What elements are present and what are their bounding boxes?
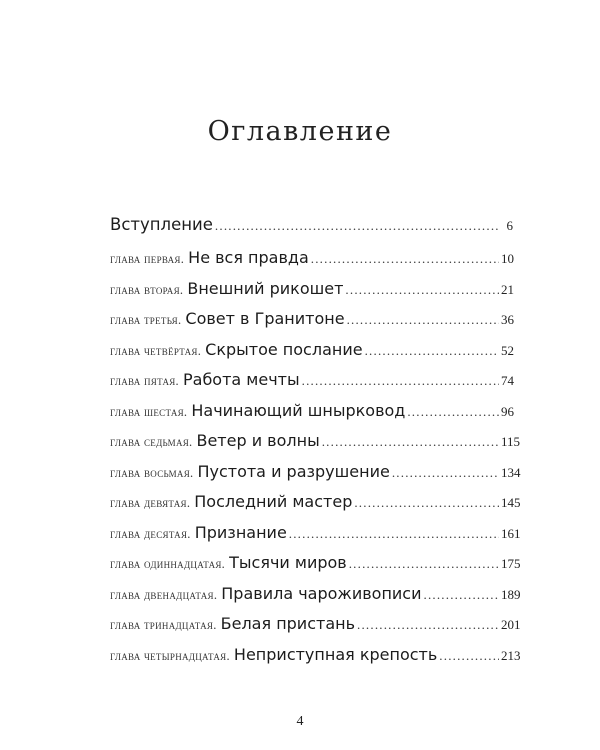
toc-entry-chapter-14[interactable] (110, 644, 521, 676)
dot-leader (215, 218, 499, 234)
chapter-label: глава четвёртая. (110, 343, 202, 358)
toc-entry-page: 189 (501, 586, 521, 602)
toc-entry-title: Вступление (110, 215, 213, 234)
toc-entry-chapter-1[interactable] (110, 248, 513, 279)
toc-entry-page: 145 (501, 495, 521, 510)
dot-leader (345, 282, 499, 298)
toc-entry-title: Последний мастер (194, 492, 353, 511)
chapter-label: глава седьмая. (110, 435, 193, 449)
toc-entry-chapter-7[interactable] (110, 431, 521, 462)
toc-entry-title: Внешний рикошет (187, 278, 344, 298)
toc-entry-chapter-2[interactable] (110, 279, 513, 310)
dot-leader (347, 312, 499, 328)
chapter-label: глава четырнадцатая. (110, 648, 230, 663)
dot-leader (424, 587, 500, 603)
toc-entry-title: Скрытое послание (205, 339, 363, 359)
dot-leader (407, 404, 499, 420)
chapter-label: глава пятая. (110, 374, 179, 388)
toc-entry-page: 201 (501, 617, 521, 632)
dot-leader (392, 465, 499, 481)
toc-entry-chapter-13[interactable] (110, 614, 521, 645)
toc-entry-intro[interactable] (110, 215, 513, 248)
chapter-label: глава девятая. (110, 496, 191, 510)
toc-entry-page: 52 (501, 342, 514, 358)
chapter-label: глава тринадцатая. (110, 618, 217, 632)
toc-entry-chapter-9[interactable] (110, 492, 521, 523)
toc-entry-page: 6 (506, 218, 513, 233)
page-title: Оглавление (207, 116, 393, 147)
dot-leader (322, 434, 499, 450)
toc-entry-title: Белая пристань (220, 614, 356, 633)
toc-entry-title: Совет в Гранитоне (185, 309, 345, 328)
dot-leader (439, 648, 499, 664)
dot-leader (302, 373, 499, 389)
chapter-label: глава шестая. (110, 404, 188, 419)
toc-entry-chapter-4[interactable] (110, 340, 513, 371)
toc-entry-title: Признание (194, 522, 287, 542)
dot-leader (365, 343, 499, 359)
toc-entry-title: Неприступная крепость (233, 644, 438, 664)
toc-entry-chapter-8[interactable] (110, 461, 521, 493)
toc-entry-title: Тысячи миров (229, 553, 347, 572)
chapter-label: глава вторая. (110, 282, 184, 297)
toc-entry-chapter-11[interactable] (110, 553, 521, 584)
toc-entry-title: Работа мечты (182, 370, 300, 389)
dot-leader (289, 526, 499, 542)
toc-entry-page: 175 (501, 556, 521, 571)
toc-entry-chapter-12[interactable] (110, 583, 521, 615)
toc-entry-title: Начинающий шнырковод (191, 400, 406, 420)
chapter-label: глава третья. (110, 313, 182, 327)
toc-entry-chapter-10[interactable] (110, 522, 521, 554)
toc-entry-page: 21 (501, 281, 514, 297)
chapter-label: глава десятая. (110, 526, 191, 541)
chapter-label: глава одиннадцатая. (110, 557, 226, 571)
toc-entry-title: Не вся правда (188, 248, 309, 267)
toc-entry-title: Правила чароживописи (221, 583, 422, 603)
toc-entry-page: 161 (501, 525, 521, 541)
chapter-label: глава восьмая. (110, 465, 194, 480)
toc-entry-page: 10 (501, 251, 514, 266)
toc-entry-page: 115 (501, 434, 521, 449)
toc-entry-page: 36 (501, 312, 514, 327)
table-of-contents (110, 215, 521, 675)
dot-leader (349, 556, 499, 572)
toc-entry-chapter-5[interactable] (110, 370, 513, 401)
dot-leader (311, 251, 499, 267)
toc-entry-chapter-3[interactable] (110, 309, 513, 340)
toc-entry-page: 74 (501, 373, 514, 388)
toc-entry-page: 213 (501, 647, 521, 663)
toc-entry-page: 96 (501, 403, 514, 419)
dot-leader (354, 495, 499, 511)
toc-entry-page: 134 (501, 464, 521, 480)
chapter-label: глава первая. (110, 252, 185, 266)
toc-entry-title: Пустота и разрушение (197, 461, 390, 481)
chapter-label: глава двенадцатая. (110, 587, 218, 602)
dot-leader (357, 617, 499, 633)
toc-entry-title: Ветер и волны (196, 431, 320, 450)
page-number: 4 (296, 714, 304, 729)
toc-entry-chapter-6[interactable] (110, 401, 513, 432)
